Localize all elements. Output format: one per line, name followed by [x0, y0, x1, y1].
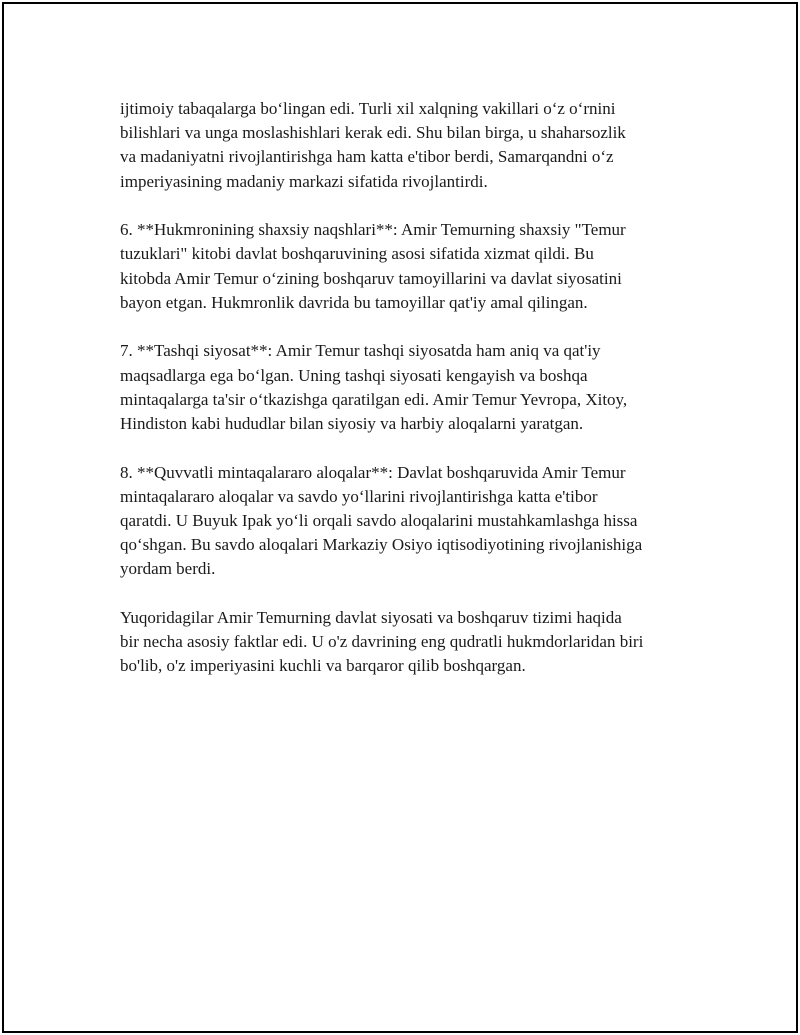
- text-line: Yuqoridagilar Amir Temurning davlat siyosati va boshqaruv tizimi haqida: [120, 608, 622, 628]
- text-line: qo‘shgan. Bu savdo aloqalari Markaziy Osiyo iqtisodiyotining rivojlanishiga: [120, 535, 643, 555]
- text-line: bilishlari va unga moslashishlari kerak edi. Shu bilan birga, u shaharsozlik: [120, 123, 626, 143]
- text-line: kitobda Amir Temur o‘zining boshqaruv tamoyillarini va davlat siyosatini: [120, 268, 622, 288]
- text-line: 7. **Tashqi siyosat**: Amir Temur tashqi siyosatda ham aniq va qat'iy: [120, 341, 601, 361]
- document-body: [120, 97, 695, 703]
- document-page: [2, 2, 798, 1033]
- text-line: qaratdi. U Buyuk Ipak yo‘li orqali savdo aloqalarini mustahkamlashga hissa: [120, 511, 638, 531]
- text-line: imperiyasining madaniy markazi sifatida rivojlantirdi.: [120, 171, 488, 191]
- text-line: bir necha asosiy faktlar edi. U o'z davrining eng qudratli hukmdorlaridan biri: [120, 632, 644, 652]
- text-line: mintaqalarga ta'sir o‘tkazishga qaratilgan edi. Amir Temur Yevropa, Xitoy,: [120, 389, 628, 409]
- text-line: tuzuklari" kitobi davlat boshqaruvining asosi sifatida xizmat qildi. Bu: [120, 244, 594, 264]
- paragraph-5: [120, 606, 695, 679]
- text-line: Hindiston kabi hududlar bilan siyosiy va harbiy aloqalarni yaratgan.: [120, 414, 584, 434]
- paragraph-4: [120, 461, 695, 582]
- paragraph-2: [120, 218, 695, 315]
- text-line: 6. **Hukmronining shaxsiy naqshlari**: Amir Temurning shaxsiy "Temur: [120, 220, 626, 240]
- paragraph-3: [120, 339, 695, 436]
- text-line: ijtimoiy tabaqalarga bo‘lingan edi. Turli xil xalqning vakillari o‘z o‘rnini: [120, 99, 616, 118]
- text-line: bo'lib, o'z imperiyasini kuchli va barqaror qilib boshqargan.: [120, 656, 526, 676]
- text-line: maqsadlarga ega bo‘lgan. Uning tashqi siyosati kengayish va boshqa: [120, 365, 588, 385]
- text-line: va madaniyatni rivojlantirishga ham katta e'tibor berdi, Samarqandni o‘z: [120, 147, 614, 167]
- text-line: yordam berdi.: [120, 559, 216, 579]
- text-line: 8. **Quvvatli mintaqalararo aloqalar**: Davlat boshqaruvida Amir Temur: [120, 462, 626, 482]
- paragraph-1: [120, 97, 695, 194]
- text-line: bayon etgan. Hukmronlik davrida bu tamoyillar qat'iy amal qilingan.: [120, 292, 588, 312]
- text-line: mintaqalararo aloqalar va savdo yo‘llarini rivojlantirishga katta e'tibor: [120, 486, 598, 506]
